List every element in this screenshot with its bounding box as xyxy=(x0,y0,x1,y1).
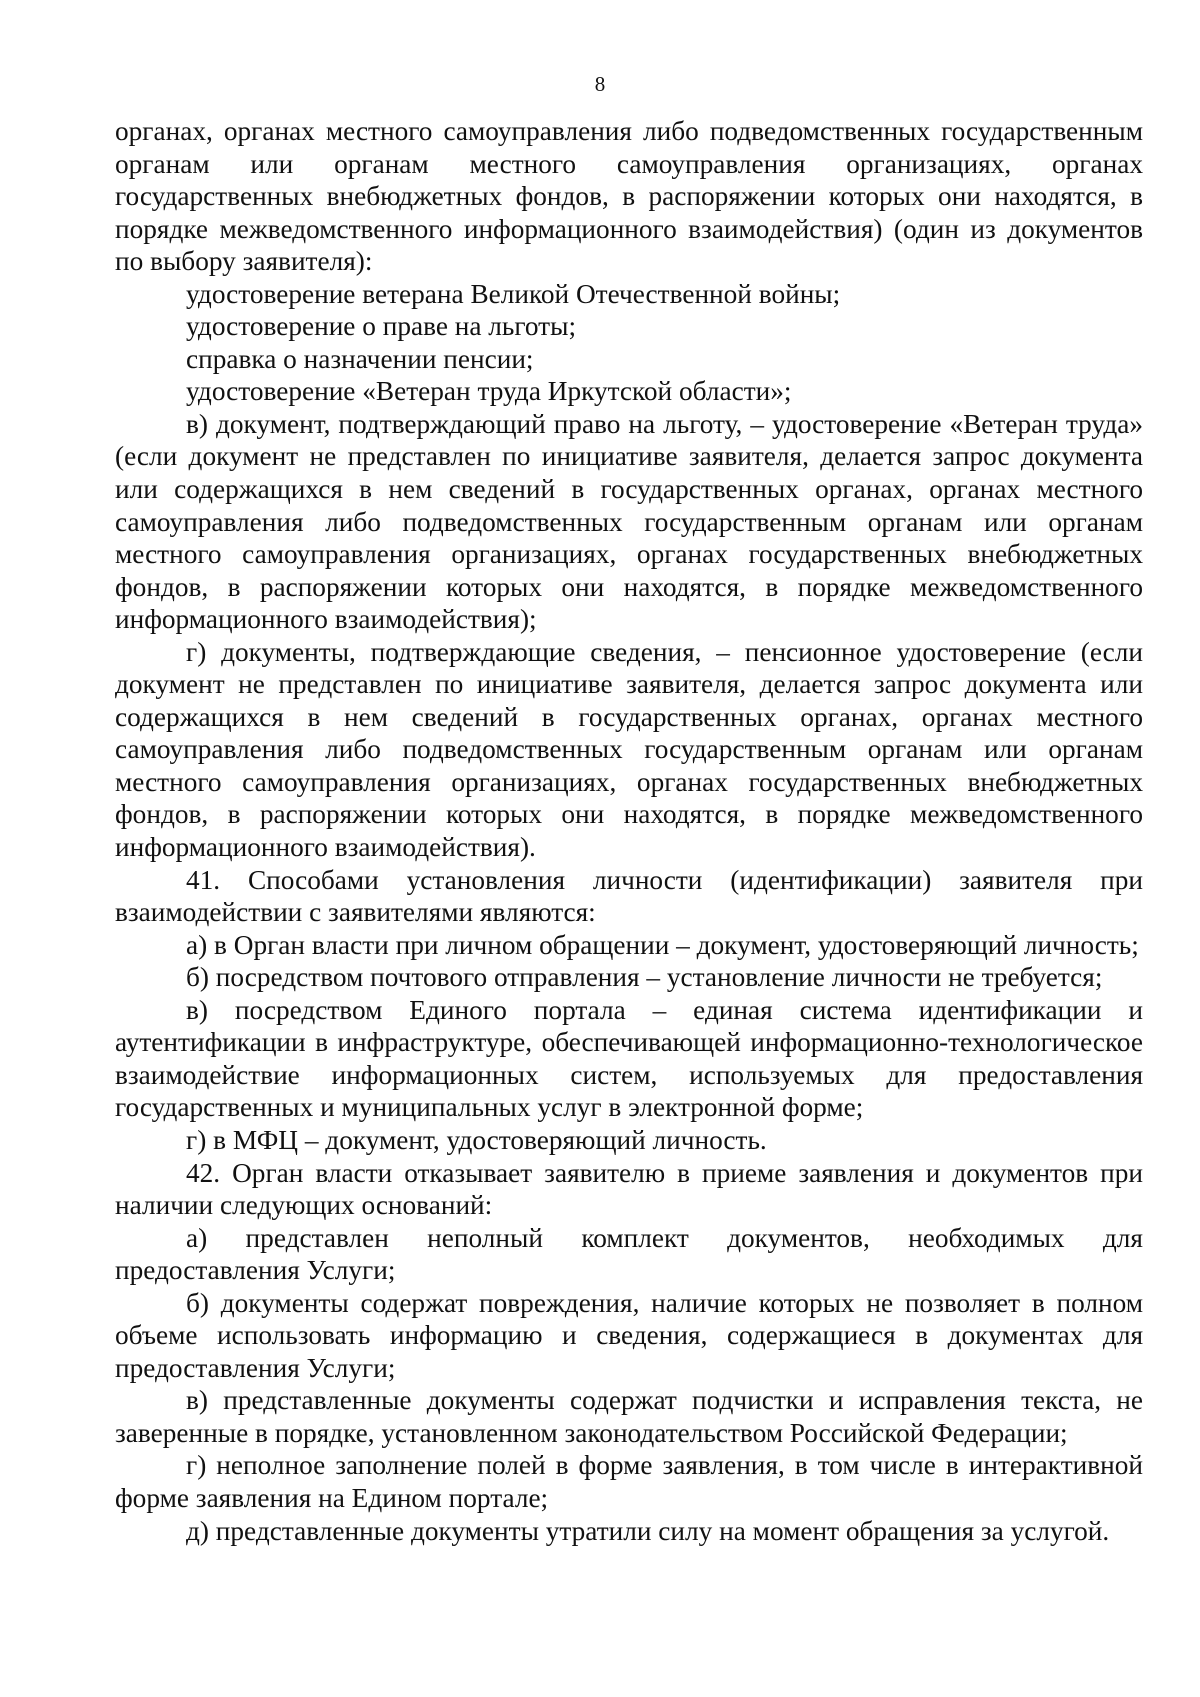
page-number: 8 xyxy=(594,72,606,96)
paragraph-42-a: а) представлен неполный комплект документов, необходимых для предоставления Услуги; xyxy=(115,1222,1143,1286)
paragraph-41: 41. Способами установления личности (идентификации) заявителя при взаимодействии с заявителями являются: xyxy=(115,864,1143,928)
paragraph-41-b: б) посредством почтового отправления – установление личности не требуется; xyxy=(186,962,1103,993)
paragraph-42-d: д) представленные документы утратили силу на момент обращения за услугой. xyxy=(186,1515,1110,1546)
paragraph-41-v: в) посредством Единого портала – единая система идентификации и аутентификации в инфраструктуре, обеспечивающей информационно-технологическое взаимодействие информационных систем, используемых для предоставления государственных и муниципальных услуг в электронной форме; xyxy=(115,994,1143,1123)
paragraph-42-v: в) представленные документы содержат подчистки и исправления текста, не заверенные в порядке, установленном законодательством Российской Федерации; xyxy=(115,1385,1143,1448)
paragraph-42-g: г) неполное заполнение полей в форме заявления, в том числе в интерактивной форме заявления на Едином портале; xyxy=(115,1450,1143,1513)
paragraph-item-g: г) документы, подтверждающие сведения, – пенсионное удостоверение (если документ не представлен по инициативе заявителя, делается запрос документа или содержащихся в нем сведений в государственных органах, органах местного самоуправления либо подведомственных государственным органам или органам местного самоуправления организациях, органах государственных внебюджетных фондов, в распоряжении которых они находятся, в порядке межведомственного информационного взаимодействия). xyxy=(115,636,1143,863)
paragraph-41-a: а) в Орган власти при личном обращении – документ, удостоверяющий личность; xyxy=(186,929,1139,960)
paragraph-41-g: г) в МФЦ – документ, удостоверяющий личность. xyxy=(186,1124,767,1155)
list-item-labor-veteran-irkutsk: удостоверение «Ветеран труда Иркутской области»; xyxy=(186,376,792,407)
list-item-veteran-certificate: удостоверение ветерана Великой Отечественной войны; xyxy=(186,278,841,309)
document-body xyxy=(115,115,1143,1547)
paragraph-continuation: органах, органах местного самоуправления либо подведомственных государственным органам или органам местного самоуправления организациях, органах государственных внебюджетных фондов, в распоряжении которых они находятся, в порядке межведомственного информационного взаимодействия) (один из документов по выбору заявителя): xyxy=(115,116,1143,277)
list-item-benefits-certificate: удостоверение о праве на льготы; xyxy=(186,311,577,342)
paragraph-42-b: б) документы содержат повреждения, наличие которых не позволяет в полном объеме использовать информацию и сведения, содержащиеся в документах для предоставления Услуги; xyxy=(115,1287,1143,1383)
paragraph-42: 42. Орган власти отказывает заявителю в приеме заявления и документов при наличии следующих оснований: xyxy=(115,1157,1143,1221)
paragraph-item-v: в) документ, подтверждающий право на льготу, – удостоверение «Ветеран труда» (если документ не представлен по инициативе заявителя, делается запрос документа или содержащихся в нем сведений в государственных органах, органах местного самоуправления либо подведомственных государственным органам или органам местного самоуправления организациях, органах государственных внебюджетных фондов, в распоряжении которых они находятся, в порядке межведомственного информационного взаимодействия); xyxy=(115,408,1143,635)
list-item-pension-statement: справка о назначении пенсии; xyxy=(186,343,534,374)
